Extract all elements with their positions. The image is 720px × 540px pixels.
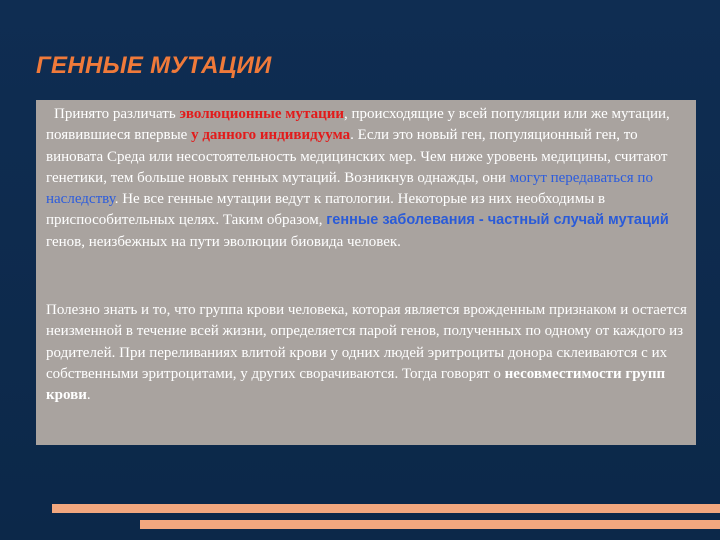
highlight-evolutionary-mutations: эволюционные мутации [179,106,344,122]
text-run: . Если это новый ген, популяционный ген, то виновата Среда или несостоятельность медицинских мер. Чем ниже уровень медицины, считают генетики, тем больше новых генных мутаций. Возникнув однажды, они [46,127,668,186]
highlight-genetic-diseases: генные заболевания - частный случай мутаций [326,212,669,229]
highlight-individual: у данного индивидуума [191,127,351,144]
highlight-incompatibility: несовместимости групп крови [46,365,666,404]
text-run: Принято различать [54,106,180,122]
highlight-heredity: могут передаваться по наследству [46,169,653,208]
paragraph-mutations [46,104,688,253]
text-run: . [86,387,91,404]
text-run: Полезно знать и то, что группа крови человека, которая является врожденным признаком и остается неизменной в течение всей жизни, определяется парой генов, полученных по одному от каждого из родителей. При переливаниях влитой крови у одних людей эритроциты донора склеиваются с их собственными эритроцитами, у других сворачиваются. Тогда говорят о [46,302,687,382]
paragraph-blood-groups [46,300,688,406]
text-run: генов, неизбежных на пути эволюции биовида человек. [46,233,401,250]
accent-bar-bottom [140,520,720,529]
accent-bar-top [52,504,720,513]
slide-title: ГЕННЫЕ МУТАЦИИ [36,52,272,79]
text-run: . Не все генные мутации ведут к патологии. Некоторые из них необходимы в приспособительных целях. Таким образом, [46,191,606,229]
text-run: , происходящие у всей популяции или же мутации, появившиеся впервые [46,106,670,144]
